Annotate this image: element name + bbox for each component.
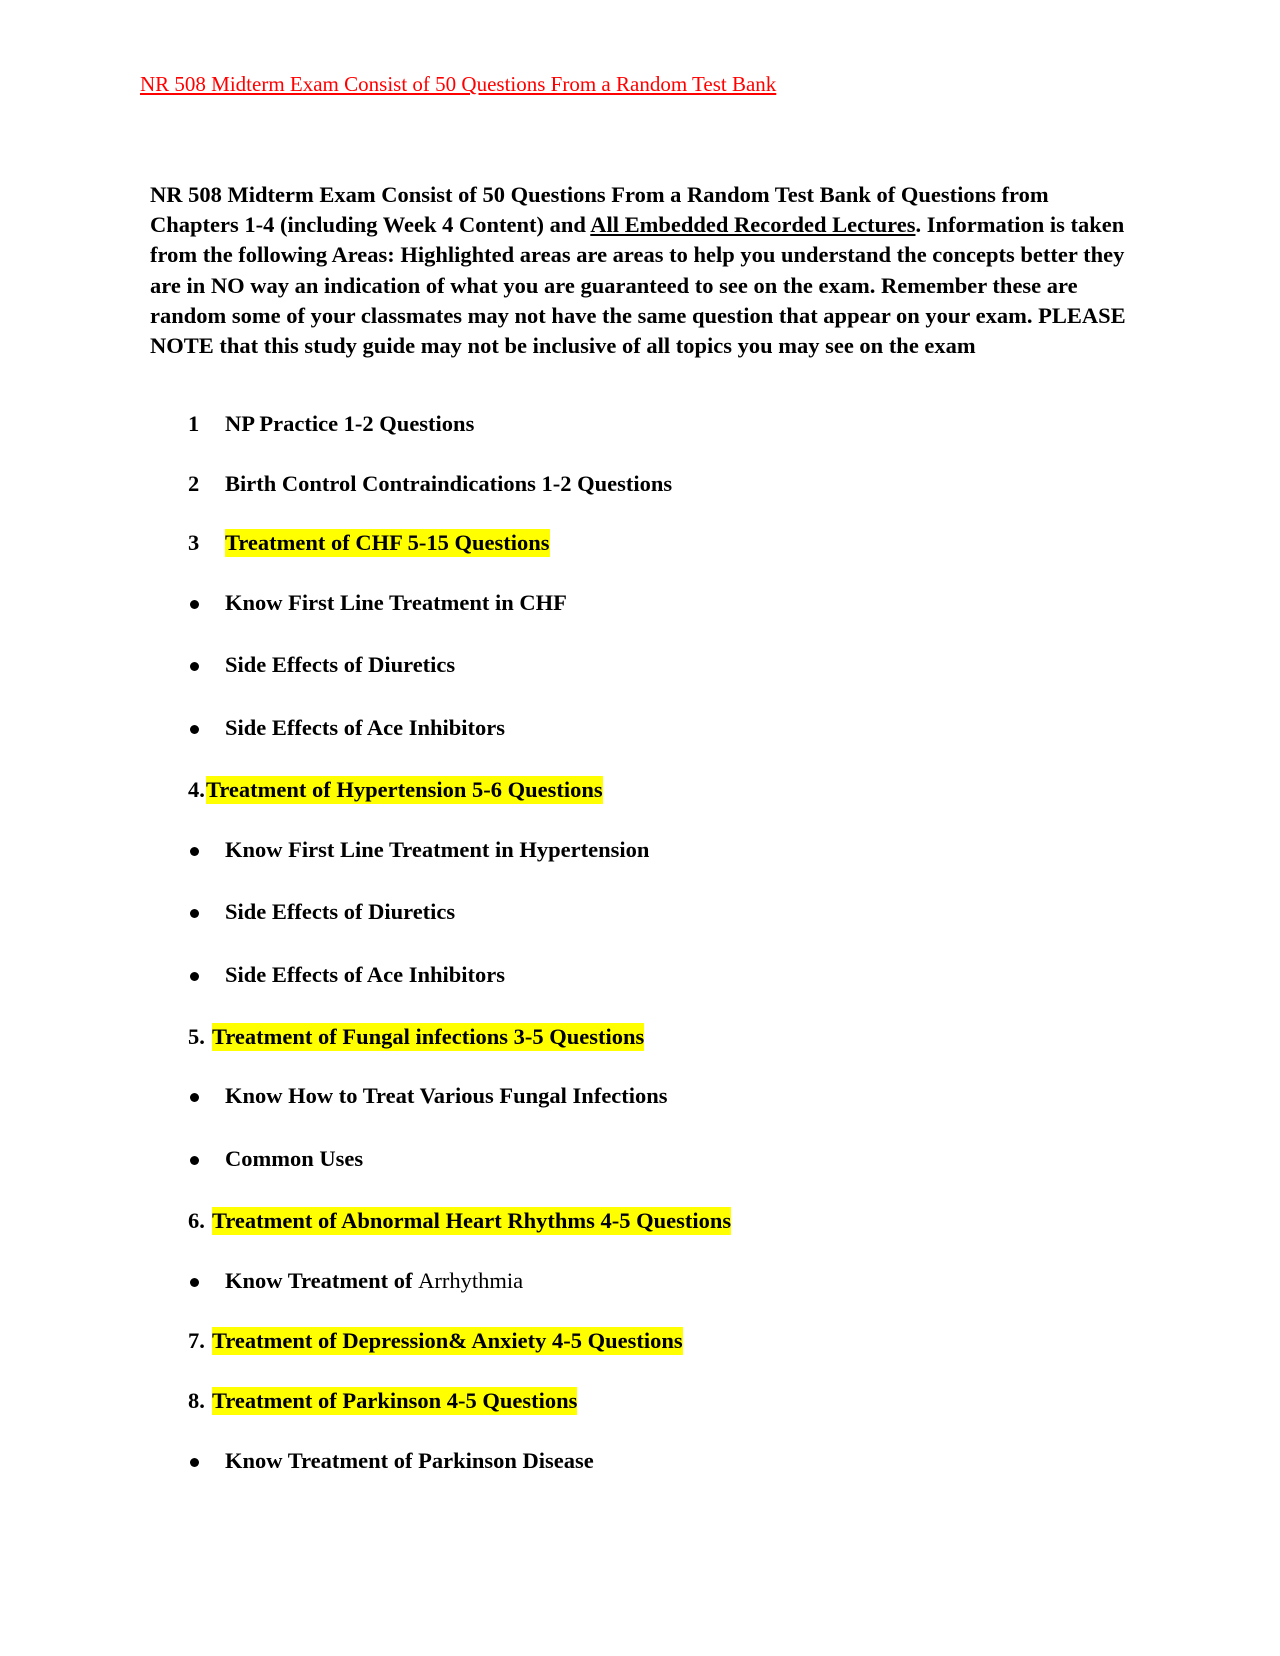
bullet-text: Side Effects of Diuretics [225, 899, 456, 924]
bullet-icon [190, 662, 199, 671]
bullet-text: Side Effects of Diuretics [225, 652, 456, 677]
bullet-icon [190, 1156, 199, 1165]
bullet-text: Know Treatment of Parkinson Disease [225, 1448, 594, 1473]
bullet-text-bold: Know Treatment of [225, 1268, 419, 1293]
bullet-icon [190, 1278, 199, 1287]
intro-text-1: NR 508 Midterm Exam Consist of 50 Questions From a Random Test Bank of Questions from Chapters 1-4 (including Week 4 Content) and [150, 182, 1049, 238]
item-number: 6. [188, 1208, 205, 1233]
bullet-icon [190, 1093, 199, 1102]
item-text-highlighted: Treatment of Parkinson 4-5 Questions [212, 1388, 578, 1413]
item-text-highlighted: Treatment of Fungal infections 3-5 Questions [212, 1024, 645, 1049]
header-link[interactable]: NR 508 Midterm Exam Consist of 50 Questions From a Random Test Bank [140, 72, 777, 96]
item-text-highlighted: Treatment of Hypertension 5-6 Questions [206, 777, 603, 802]
intro-underlined-text: All Embedded Recorded Lectures [590, 212, 916, 238]
bullet-icon [190, 847, 199, 856]
intro-text-2: . Information is taken from the following Areas: Highlighted areas are areas to help you understand the concepts better they are in NO way an indication of what you are guaranteed to see on the exam. Remember these are random some of your classmates may not have the same question that appear on your exam. PLEASE NOTE that this study guide may not be inclusive of all topics you may see on the exam [150, 212, 1126, 359]
item-text-highlighted: Treatment of Depression& Anxiety 4-5 Questions [212, 1328, 683, 1353]
bullet-icon [190, 909, 199, 918]
bullet-text-normal: Arrhythmia [418, 1268, 524, 1293]
item-number: 4. [188, 777, 205, 802]
bullet-text: Side Effects of Ace Inhibitors [225, 715, 505, 740]
bullet-text [225, 1267, 523, 1295]
item-text: NP Practice 1-2 Questions [225, 411, 475, 436]
item-text: Birth Control Contraindications 1-2 Questions [225, 471, 673, 496]
bullet-icon [190, 1458, 199, 1467]
bullet-icon [190, 972, 199, 981]
item-number: 7. [188, 1328, 205, 1353]
item-number: 8. [188, 1388, 205, 1413]
bullet-text: Side Effects of Ace Inhibitors [225, 962, 505, 987]
bullet-icon [190, 725, 199, 734]
item-text-highlighted: Treatment of Abnormal Heart Rhythms 4-5 Questions [212, 1208, 732, 1233]
bullet-text: Know First Line Treatment in CHF [225, 590, 567, 615]
item-number: 5. [188, 1024, 205, 1049]
item-number: 2 [188, 471, 200, 496]
bullet-icon [190, 600, 199, 609]
bullet-text: Know First Line Treatment in Hypertension [225, 837, 650, 862]
intro-paragraph [150, 180, 1140, 361]
bullet-text: Common Uses [225, 1146, 364, 1171]
bullet-text: Know How to Treat Various Fungal Infections [225, 1083, 668, 1108]
item-number: 3 [188, 530, 200, 555]
item-number: 1 [188, 411, 200, 436]
item-text-highlighted: Treatment of CHF 5-15 Questions [225, 530, 550, 555]
